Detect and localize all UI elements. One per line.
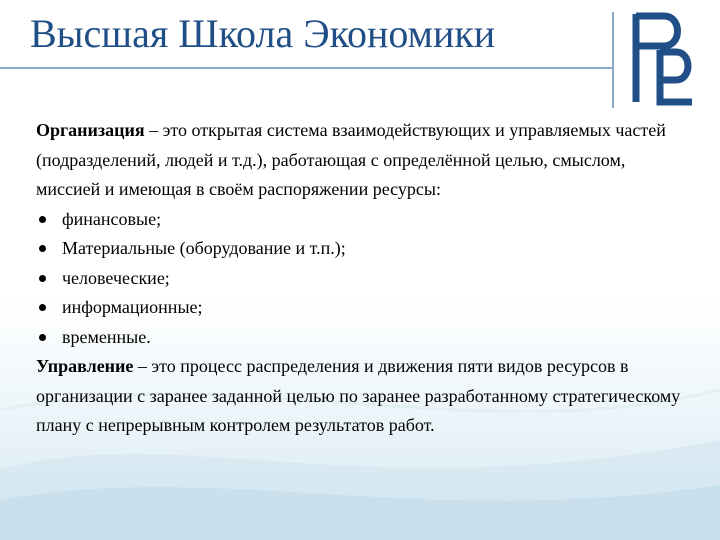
bullet-icon bbox=[39, 245, 46, 252]
header-vertical-divider bbox=[612, 12, 614, 108]
list-item-text: финансовые; bbox=[62, 208, 162, 229]
list-item-text: Материальные (оборудование и т.п.); bbox=[62, 238, 346, 258]
list-item bbox=[36, 264, 686, 294]
resources-list bbox=[36, 205, 686, 353]
organization-term: Организация bbox=[36, 120, 145, 140]
header-divider bbox=[0, 67, 612, 69]
management-term: Управление bbox=[36, 356, 134, 376]
management-definition bbox=[36, 352, 686, 441]
organization-definition bbox=[36, 116, 686, 205]
bullet-icon bbox=[39, 216, 46, 223]
bullet-icon bbox=[39, 275, 46, 282]
list-item bbox=[36, 205, 686, 235]
slide-body bbox=[36, 116, 686, 441]
bullet-icon bbox=[39, 334, 46, 341]
list-item-text: человеческие; bbox=[62, 267, 170, 288]
bullet-icon bbox=[39, 304, 46, 311]
management-text: – это процесс распределения и движения пяти видов ресурсов в организации с заранее заданной целью по заранее разработанному стратегическому плану с непрерывным контролем результатов работ. bbox=[36, 356, 681, 435]
list-item-text: временные. bbox=[62, 326, 151, 347]
slide-title: Высшая Школа Экономики bbox=[30, 11, 496, 56]
list-item bbox=[36, 234, 686, 264]
list-item bbox=[36, 293, 686, 323]
list-item-text: информационные; bbox=[62, 297, 203, 317]
hse-logo-icon bbox=[630, 10, 698, 106]
organization-text: – это открытая система взаимодействующих и управляемых частей (подразделений, людей и т.д.), работающая с определённой целью, смыслом, миссией и имеющая в своём распоряжении ресурсы: bbox=[36, 120, 666, 199]
list-item bbox=[36, 323, 686, 353]
